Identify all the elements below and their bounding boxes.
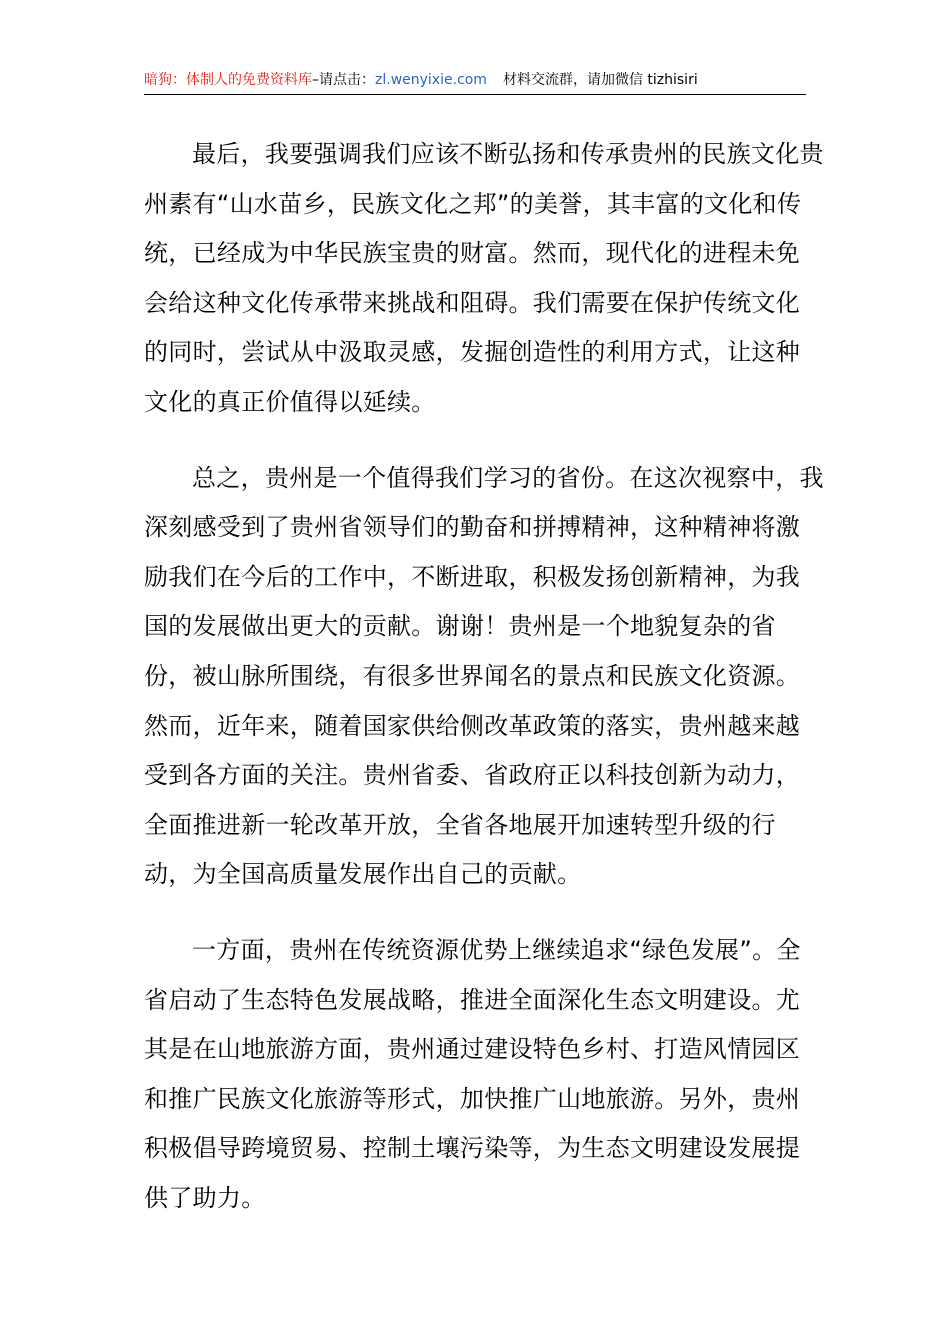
page-header [144, 68, 806, 95]
header-link[interactable]: zl.wenyixie.com [375, 72, 487, 88]
paragraph-2: 总之，贵州是一个值得我们学习的省份。在这次视察中，我深刻感受到了贵州省领导们的勤奋和拼搏精神，这种精神将激励我们在今后的工作中，不断进取，积极发扬创新精神，为我国的发展做出更大的贡献。谢谢！贵州是一个地貌复杂的省份，被山脉所围绕，有很多世界闻名的景点和民族文化资源。然而，近年来，随着国家供给侧改革政策的落实，贵州越来越受到各方面的关注。贵州省委、省政府正以科技创新为动力，全面推进新一轮改革开放，全省各地展开加速转型升级的行动，为全国高质量发展作出自己的贡献。 [144, 463, 824, 889]
header-group-note: 材料交流群，请加微信 tizhisiri [502, 72, 698, 88]
header-brand: 暗狗：体制人的免费资料库 [144, 72, 312, 88]
paragraph-3: 一方面，贵州在传统资源优势上继续追求“绿色发展”。全省启动了生态特色发展战略，推进全面深化生态文明建设。尤其是在山地旅游方面，贵州通过建设特色乡村、打造风情园区和推广民族文化旅游等形式，加快推广山地旅游。另外，贵州积极倡导跨境贸易、控制土壤污染等，为生态文明建设发展提供了助力。 [144, 935, 801, 1212]
paragraph-1: 最后，我要强调我们应该不断弘扬和传承贵州的民族文化贵州素有“山水苗乡，民族文化之邦”的美誉，其丰富的文化和传统，已经成为中华民族宝贵的财富。然而，现代化的进程未免会给这种文化传承带来挑战和阻碍。我们需要在保护传统文化的同时，尝试从中汲取灵感，发掘创造性的利用方式，让这种文化的真正价值得以延续。 [144, 140, 824, 416]
header-prompt: –请点击： [312, 72, 375, 88]
document-body [144, 130, 824, 1223]
